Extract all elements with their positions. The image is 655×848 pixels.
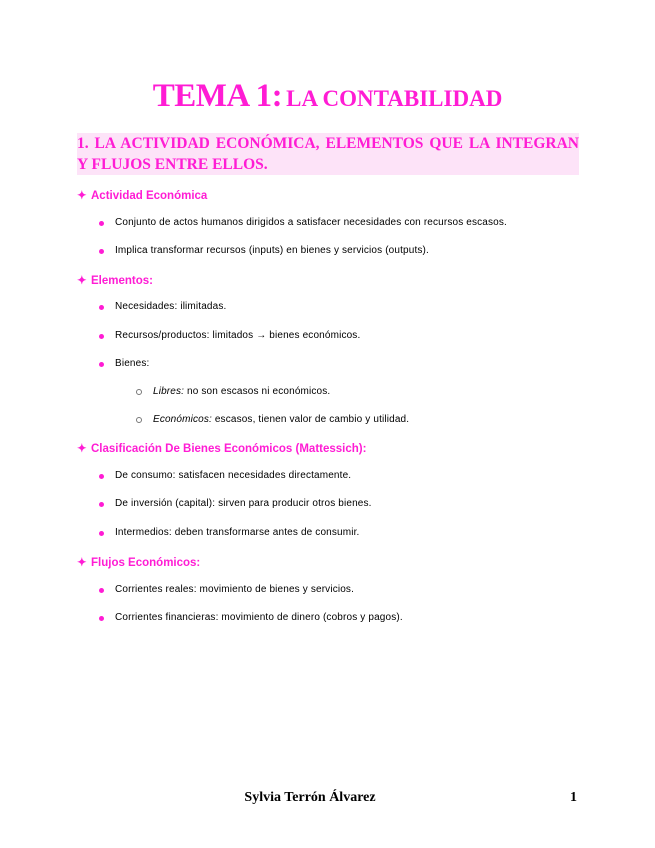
bullet-icon xyxy=(99,221,104,226)
subheading-elementos xyxy=(77,273,153,287)
list-item: Implica transformar recursos (inputs) en bienes y servicios (outputs). xyxy=(115,245,429,256)
bullet-icon xyxy=(99,362,104,367)
subheading-actividad xyxy=(77,188,207,202)
sparkle-icon: ✦ xyxy=(77,557,87,569)
section-heading: 1. LA ACTIVIDAD ECONÓMICA, ELEMENTOS QUE LA INTEGRAN Y FLUJOS ENTRE ELLOS. xyxy=(77,135,579,173)
sub-list-item: Libres: no son escasos ni económicos. xyxy=(153,386,330,397)
list-item: Intermedios: deben transformarse antes de consumir. xyxy=(115,527,359,538)
bullet-icon xyxy=(99,249,104,254)
bullet-icon xyxy=(99,588,104,593)
bullet-icon xyxy=(99,531,104,536)
list-item: De inversión (capital): sirven para producir otros bienes. xyxy=(115,498,372,509)
sparkle-icon: ✦ xyxy=(77,275,87,287)
sub-list-item: Económicos: escasos, tienen valor de cambio y utilidad. xyxy=(153,414,409,425)
sparkle-icon: ✦ xyxy=(77,443,87,455)
list-item: Recursos/productos: limitados → bienes económicos. xyxy=(115,330,360,341)
subheading-label: Flujos Económicos: xyxy=(91,557,201,569)
subheading-label: Elementos: xyxy=(91,275,153,287)
circle-bullet-icon xyxy=(136,417,142,423)
bullet-icon xyxy=(99,502,104,507)
subheading-clasificacion xyxy=(77,441,366,455)
title-part-1: TEMA 1: xyxy=(152,78,283,114)
list-item: Conjunto de actos humanos dirigidos a satisfacer necesidades con recursos escasos. xyxy=(115,217,507,228)
circle-bullet-icon xyxy=(136,389,142,395)
bullet-icon xyxy=(99,305,104,310)
title-part-2: LA CONTABILIDAD xyxy=(286,86,503,111)
subheading-flujos xyxy=(77,555,200,569)
subheading-label: Clasificación De Bienes Económicos (Mattessich): xyxy=(91,443,367,455)
page-number: 1 xyxy=(570,790,577,805)
subheading-label: Actividad Económica xyxy=(91,190,208,202)
bullet-icon xyxy=(99,334,104,339)
list-item: Corrientes reales: movimiento de bienes y servicios. xyxy=(115,584,354,595)
bullet-icon xyxy=(99,616,104,621)
list-item: Necesidades: ilimitadas. xyxy=(115,301,226,312)
list-item: Corrientes financieras: movimiento de dinero (cobros y pagos). xyxy=(115,612,403,623)
list-item: De consumo: satisfacen necesidades directamente. xyxy=(115,470,351,481)
bullet-icon xyxy=(99,474,104,479)
footer-author: Sylvia Terrón Álvarez xyxy=(244,790,376,805)
page-title xyxy=(0,78,655,115)
sparkle-icon: ✦ xyxy=(77,190,87,202)
list-item: Bienes: xyxy=(115,358,149,369)
